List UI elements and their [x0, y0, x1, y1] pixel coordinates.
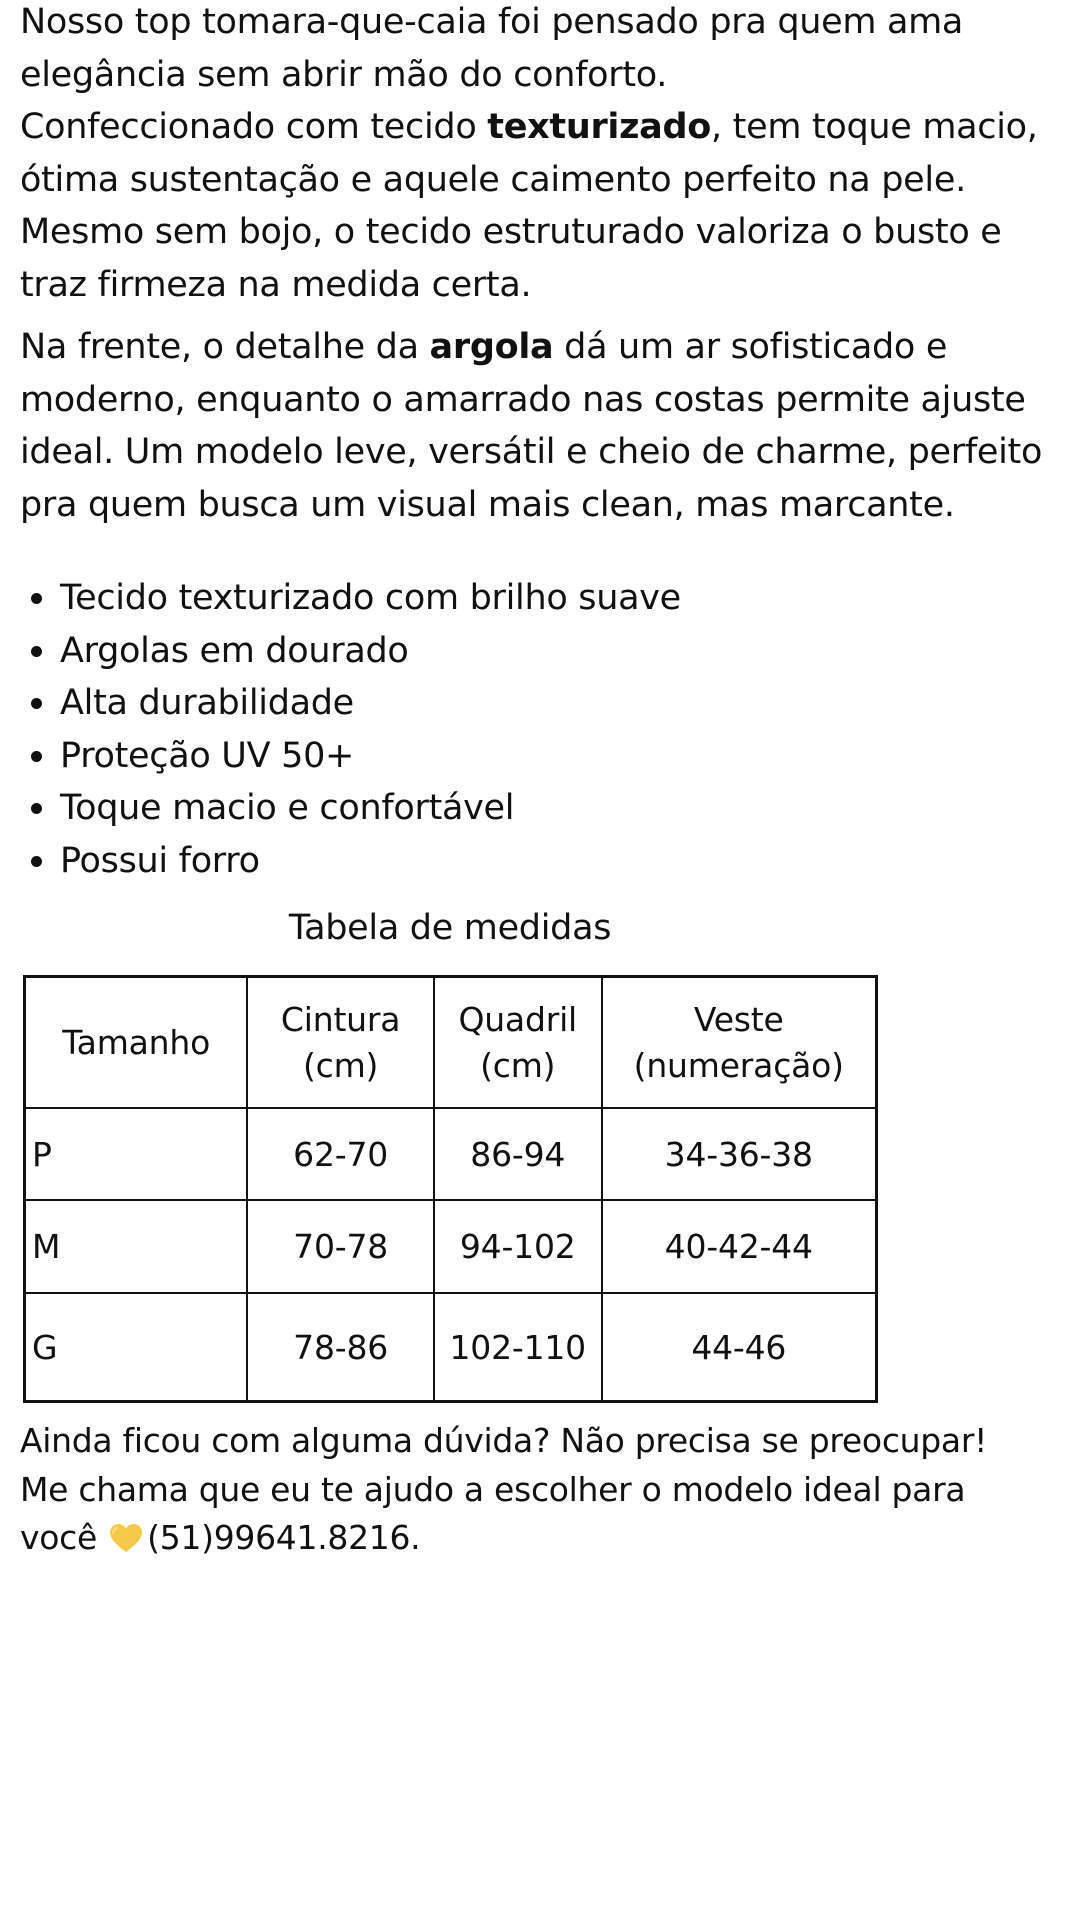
feature-item — [20, 782, 681, 835]
closing-text: Ainda ficou com alguma dúvida? Não precisa se preocupar! Me chama que eu te ajudo a escolher o modelo ideal para você — [20, 1421, 988, 1557]
feature-item — [20, 572, 681, 625]
detail-bold-argola: argola — [429, 327, 554, 367]
feature-label: Alta durabilidade — [60, 683, 354, 723]
table-row — [25, 1108, 877, 1200]
detail-paragraph — [20, 321, 1060, 531]
header-size: Tamanho — [25, 977, 248, 1109]
feature-label: Proteção UV 50+ — [60, 735, 355, 776]
intro-bold-texturizado: texturizado — [487, 107, 712, 147]
feature-label: Toque macio e confortável — [60, 788, 515, 828]
cell-waist: 70-78 — [247, 1200, 434, 1293]
feature-item — [20, 835, 681, 888]
feature-label: Possui forro — [60, 840, 260, 881]
yellow-heart-icon — [109, 1518, 143, 1548]
cell-hip: 86-94 — [434, 1108, 602, 1200]
cell-size: G — [25, 1293, 248, 1402]
cell-waist: 78-86 — [247, 1293, 434, 1402]
feature-item — [20, 730, 681, 783]
feature-label: Tecido texturizado com brilho suave — [60, 578, 681, 618]
cell-waist: 62-70 — [247, 1108, 434, 1200]
feature-item — [20, 625, 681, 678]
feature-list — [20, 572, 681, 887]
bullet-icon — [31, 646, 42, 657]
feature-label: Argolas em dourado — [60, 630, 409, 671]
table-row — [25, 1293, 877, 1402]
intro-line1: Nosso top tomara-que-caia foi pensado pra quem ama elegância sem abrir mão do conforto. — [20, 2, 964, 95]
contact-phone[interactable]: (51)99641.8216. — [147, 1518, 421, 1557]
cell-size: M — [25, 1200, 248, 1293]
cell-fits: 40-42-44 — [602, 1200, 877, 1293]
bullet-icon — [31, 593, 42, 604]
header-hip: Quadril (cm) — [434, 977, 602, 1109]
bullet-icon — [31, 698, 42, 709]
bullet-icon — [31, 751, 42, 762]
header-waist: Cintura (cm) — [247, 977, 434, 1109]
closing-message — [20, 1417, 1020, 1563]
cell-hip: 102-110 — [434, 1293, 602, 1402]
feature-item — [20, 677, 681, 730]
table-row — [25, 1200, 877, 1293]
intro-line2-before: Confeccionado com tecido — [20, 107, 488, 147]
detail-after: dá um ar sofisticado e moderno, enquanto o amarrado nas costas permite ajuste ideal. Um modelo leve, versátil e cheio de charme, perfeito pra quem busca um visual mais clean, mas marcante. — [20, 327, 1043, 525]
bullet-icon — [31, 856, 42, 867]
header-fits: Veste (numeração) — [602, 977, 877, 1109]
cell-size: P — [25, 1108, 248, 1200]
intro-line2-after: , tem toque macio, ótima sustentação e aquele caimento perfeito na pele. Mesmo sem bojo, o tecido estruturado valoriza o busto e traz firmeza na medida certa. — [20, 107, 1038, 305]
size-table — [23, 975, 878, 1403]
size-table-title: Tabela de medidas — [288, 908, 612, 948]
cell-fits: 44-46 — [602, 1293, 877, 1402]
cell-hip: 94-102 — [434, 1200, 602, 1293]
size-table-header — [25, 977, 877, 1109]
bullet-icon — [31, 803, 42, 814]
detail-before: Na frente, o detalhe da — [20, 327, 430, 367]
intro-paragraph — [20, 0, 1060, 311]
cell-fits: 34-36-38 — [602, 1108, 877, 1200]
